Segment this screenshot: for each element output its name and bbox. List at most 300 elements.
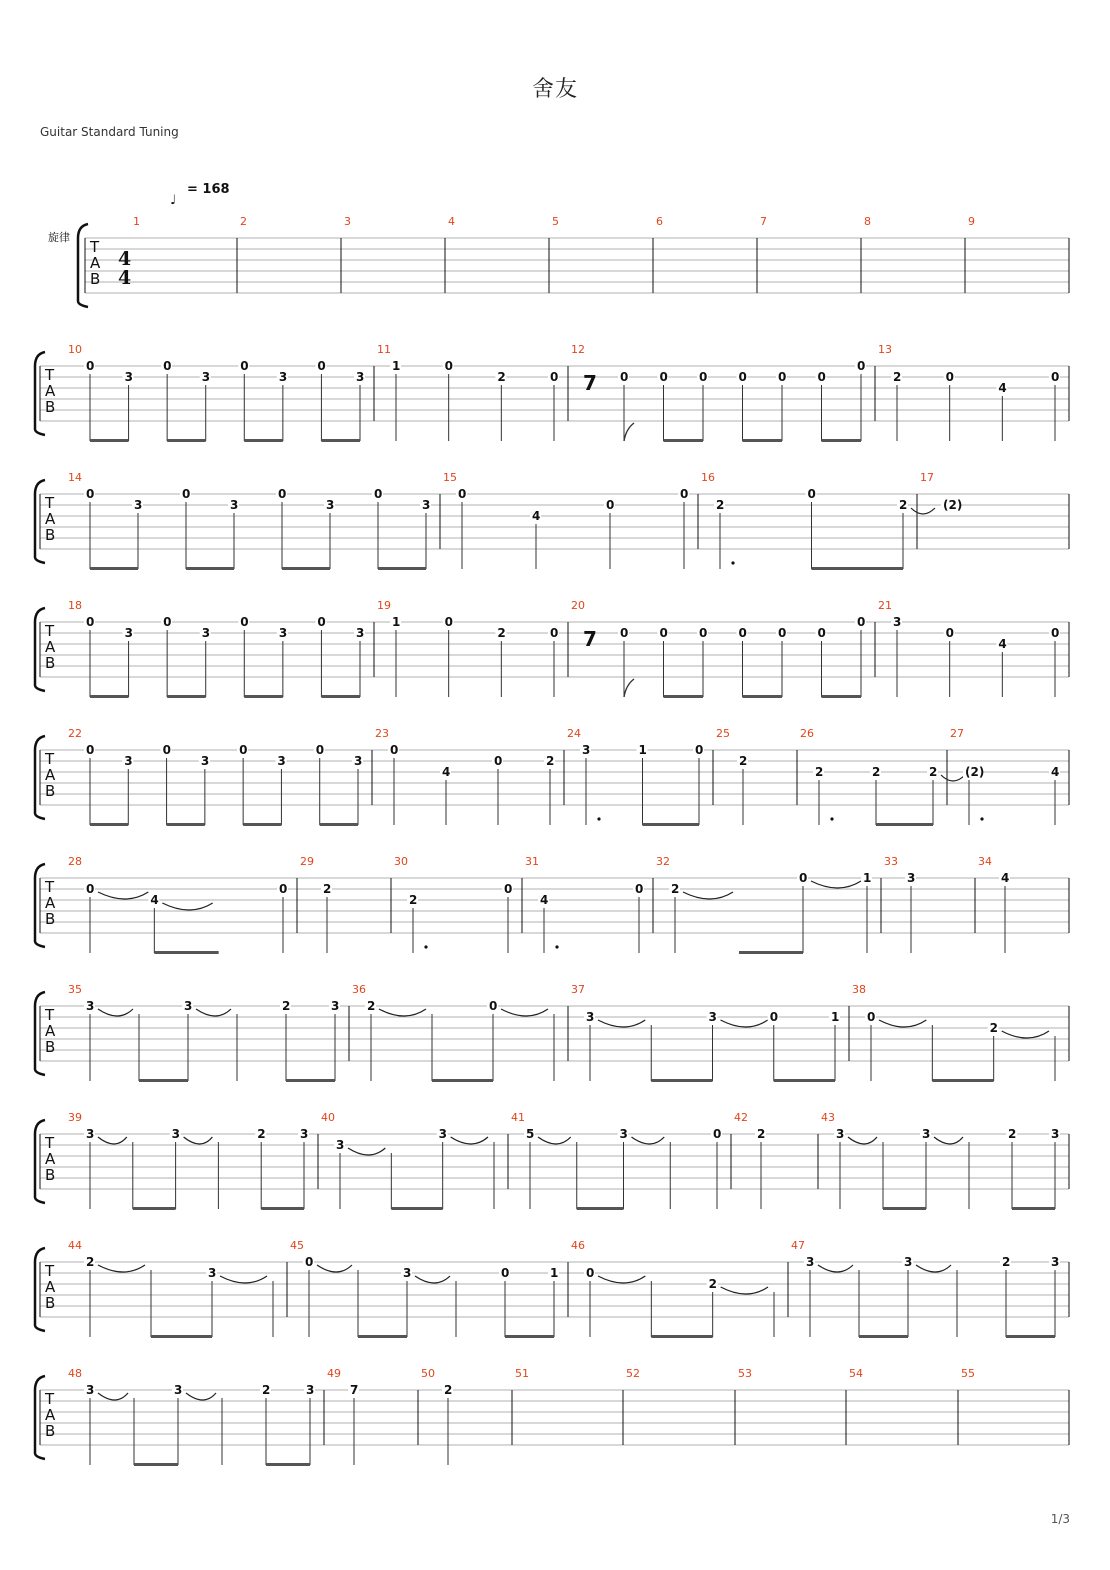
measure-number: 24 xyxy=(567,727,581,740)
measure-number: 12 xyxy=(571,343,585,356)
beam xyxy=(282,567,330,570)
fret-number: 2 xyxy=(497,626,506,640)
fret-number: 2 xyxy=(739,754,748,768)
beam xyxy=(664,439,704,442)
fret-number: 2 xyxy=(409,893,418,907)
tie-arc xyxy=(184,1137,213,1144)
beam xyxy=(90,823,128,826)
measure-number: 4 xyxy=(448,215,455,228)
measure-number: 49 xyxy=(327,1367,341,1380)
measure-number: 18 xyxy=(68,599,82,612)
fret-number: 0 xyxy=(86,359,95,373)
tab-letter: T xyxy=(45,1006,55,1024)
tab-letter: A xyxy=(45,382,56,400)
eighth-rest-icon: 7 xyxy=(583,371,597,395)
measure-number: 9 xyxy=(968,215,975,228)
beam xyxy=(577,1207,624,1210)
fret-number: 0 xyxy=(778,370,787,384)
fret-number: 2 xyxy=(671,882,680,896)
tab-letter: B xyxy=(45,1038,56,1056)
tab-letter: B xyxy=(45,1294,56,1312)
tie-arc xyxy=(916,1265,951,1272)
fret-number: 0 xyxy=(86,487,95,501)
beam xyxy=(320,823,358,826)
tie-arc xyxy=(598,1276,645,1283)
measure-number: 11 xyxy=(377,343,391,356)
tab-letter: B xyxy=(45,1422,56,1440)
fret-number: 3 xyxy=(907,871,916,885)
fret-number: 3 xyxy=(86,999,95,1013)
fret-number: 0 xyxy=(278,487,287,501)
fret-number: 0 xyxy=(620,370,629,384)
fret-number: 3 xyxy=(354,754,363,768)
tie-arc xyxy=(98,1137,127,1144)
beam xyxy=(812,567,904,570)
beam xyxy=(822,695,862,698)
fret-number: 0 xyxy=(695,743,704,757)
fret-number: 0 xyxy=(240,615,249,629)
measure-number: 43 xyxy=(821,1111,835,1124)
beam xyxy=(651,1335,712,1338)
tie-arc xyxy=(220,1276,267,1283)
fret-number: 3 xyxy=(326,498,335,512)
fret-number: 0 xyxy=(163,615,172,629)
beam xyxy=(321,695,360,698)
fret-number: 4 xyxy=(442,765,451,779)
fret-number: 3 xyxy=(300,1127,309,1141)
measure-number: 45 xyxy=(290,1239,304,1252)
tab-letter: T xyxy=(45,366,55,384)
fret-number: 2 xyxy=(546,754,555,768)
measure-number: 34 xyxy=(978,855,992,868)
beam xyxy=(133,1207,176,1210)
fret-number: 0 xyxy=(769,1010,779,1024)
eighth-flag-icon xyxy=(624,423,634,441)
fret-number: 0 xyxy=(945,370,955,384)
measure-number: 5 xyxy=(552,215,559,228)
fret-number: 3 xyxy=(124,370,133,384)
beam xyxy=(378,567,426,570)
beam xyxy=(167,695,206,698)
fret-number: 3 xyxy=(86,1127,95,1141)
fret-number: 2 xyxy=(989,1021,999,1035)
fret-number: 1 xyxy=(863,871,872,885)
fret-number: 3 xyxy=(922,1127,931,1141)
time-sig-bottom: 4 xyxy=(118,267,132,289)
measure-number: 3 xyxy=(344,215,351,228)
dot-marker xyxy=(424,945,427,948)
beam xyxy=(432,1079,493,1082)
tab-letter: A xyxy=(45,510,56,528)
tab-letter: B xyxy=(45,654,56,672)
fret-number: 4 xyxy=(540,893,549,907)
measure-number: 15 xyxy=(443,471,457,484)
fret-number: 3 xyxy=(184,999,193,1013)
measure-number: 42 xyxy=(734,1111,748,1124)
fret-number: 0 xyxy=(586,1266,595,1280)
fret-number: 1 xyxy=(831,1010,840,1024)
beam xyxy=(321,439,360,442)
measure-number: 10 xyxy=(68,343,82,356)
beam xyxy=(244,439,283,442)
beam xyxy=(134,1463,178,1466)
beam xyxy=(643,823,700,826)
fret-number: 0 xyxy=(817,626,826,640)
tie-arc xyxy=(98,1265,145,1272)
measure-number: 25 xyxy=(716,727,730,740)
fret-number: 0 xyxy=(550,626,559,640)
beam xyxy=(167,823,205,826)
fret-number: 1 xyxy=(638,743,647,757)
tab-letter: B xyxy=(45,782,56,800)
fret-number: 3 xyxy=(582,743,591,757)
beam xyxy=(876,823,933,826)
fret-number: 0 xyxy=(279,882,288,896)
tie-arc xyxy=(934,1137,963,1144)
fret-number: 2 xyxy=(86,1255,95,1269)
measure-number: 26 xyxy=(800,727,814,740)
measure-number: 32 xyxy=(656,855,670,868)
measure-number: 27 xyxy=(950,727,964,740)
tab-letter: T xyxy=(45,1262,55,1280)
beam xyxy=(1006,1335,1055,1338)
measure-number: 21 xyxy=(878,599,892,612)
beam xyxy=(154,951,218,954)
fret-number: 3 xyxy=(438,1127,448,1141)
measure-number: 29 xyxy=(300,855,314,868)
fret-number: 0 xyxy=(799,871,808,885)
measure-number: 48 xyxy=(68,1367,82,1380)
beam xyxy=(664,695,704,698)
measure-number: 35 xyxy=(68,983,82,996)
tie-arc xyxy=(186,1393,216,1400)
fret-number: 0 xyxy=(606,498,615,512)
tempo-label: = 168 xyxy=(187,182,230,197)
measure-number: 20 xyxy=(571,599,585,612)
tab-letter: T xyxy=(45,750,55,768)
dot-marker xyxy=(597,817,600,820)
beam xyxy=(167,439,206,442)
tab-letter: B xyxy=(45,526,56,544)
fret-number: 3 xyxy=(708,1010,717,1024)
beam xyxy=(743,439,783,442)
fret-number: 4 xyxy=(1051,765,1060,779)
fret-number: 3 xyxy=(904,1255,913,1269)
fret-number: 0 xyxy=(778,626,787,640)
tab-letter: B xyxy=(90,270,101,288)
measure-number: 6 xyxy=(656,215,663,228)
tab-letter: B xyxy=(45,910,56,928)
fret-number: 0 xyxy=(86,615,95,629)
tab-letter: T xyxy=(45,622,55,640)
beam xyxy=(266,1463,310,1466)
fret-number: 0 xyxy=(317,615,326,629)
tie-arc xyxy=(683,892,733,899)
instrument-label: 旋律 xyxy=(48,231,70,244)
fret-number: 0 xyxy=(240,359,249,373)
fret-number: 0 xyxy=(315,743,325,757)
fret-number: 2 xyxy=(497,370,506,384)
tab-letter: T xyxy=(45,494,55,512)
beam xyxy=(739,951,803,954)
fret-number: 3 xyxy=(201,626,211,640)
measure-number: 33 xyxy=(884,855,898,868)
fret-number: 2 xyxy=(444,1383,453,1397)
tie-arc xyxy=(538,1137,571,1144)
fret-number: 3 xyxy=(171,1127,180,1141)
fret-number: 3 xyxy=(306,1383,315,1397)
fret-number: 4 xyxy=(532,509,541,523)
fret-number: 0 xyxy=(374,487,383,501)
beam xyxy=(1012,1207,1055,1210)
beam xyxy=(186,567,234,570)
fret-number: 0 xyxy=(489,999,498,1013)
measure-number: 41 xyxy=(511,1111,525,1124)
fret-number: 0 xyxy=(699,626,708,640)
fret-number: 7 xyxy=(350,1383,359,1397)
fret-number: 0 xyxy=(817,370,826,384)
fret-number: 0 xyxy=(458,487,467,501)
measure-number: 38 xyxy=(852,983,866,996)
fret-number: 0 xyxy=(680,487,689,501)
tab-letter: A xyxy=(45,1150,56,1168)
fret-number: 4 xyxy=(150,893,159,907)
fret-number: 3 xyxy=(208,1266,217,1280)
time-sig-top: 4 xyxy=(118,248,132,270)
measure-number: 19 xyxy=(377,599,391,612)
tie-arc xyxy=(451,1137,488,1144)
fret-number: 3 xyxy=(331,999,340,1013)
tie-arc xyxy=(911,508,935,514)
fret-number: 3 xyxy=(336,1138,345,1152)
beam xyxy=(883,1207,926,1210)
fret-number: 2 xyxy=(1008,1127,1017,1141)
fret-number: 0 xyxy=(867,1010,876,1024)
fret-number: 2 xyxy=(262,1383,271,1397)
beam xyxy=(932,1079,993,1082)
fret-number: 0 xyxy=(635,882,644,896)
beam xyxy=(244,695,283,698)
tie-arc xyxy=(721,1020,768,1027)
fret-number: 2 xyxy=(815,765,824,779)
measure-number: 13 xyxy=(878,343,892,356)
system-bracket xyxy=(78,224,88,307)
fret-number: 3 xyxy=(403,1266,412,1280)
dot-marker xyxy=(555,945,558,948)
measure-number: 16 xyxy=(701,471,715,484)
tie-arc xyxy=(598,1020,645,1027)
beam xyxy=(139,1079,188,1082)
fret-number: 0 xyxy=(494,754,503,768)
measure-number: 37 xyxy=(571,983,585,996)
fret-number: 4 xyxy=(1001,871,1010,885)
measure-number: 39 xyxy=(68,1111,82,1124)
fret-number: 0 xyxy=(501,1266,510,1280)
fret-number: 0 xyxy=(857,359,866,373)
tab-letter: A xyxy=(45,1022,56,1040)
beam xyxy=(358,1335,407,1338)
measure-number: 40 xyxy=(321,1111,335,1124)
tie-arc xyxy=(941,775,965,781)
fret-number: 0 xyxy=(444,359,454,373)
tie-arc xyxy=(632,1137,665,1144)
measure-number: 28 xyxy=(68,855,82,868)
page-number: 1/3 xyxy=(1050,1512,1070,1526)
eighth-rest-icon: 7 xyxy=(583,627,597,651)
measure-number: 46 xyxy=(571,1239,585,1252)
beam xyxy=(151,1335,212,1338)
tie-arc xyxy=(348,1148,385,1155)
fret-number: (2) xyxy=(965,765,985,779)
fret-number: (2) xyxy=(943,498,963,512)
tie-arc xyxy=(848,1137,877,1144)
fret-number: 2 xyxy=(708,1277,718,1291)
tie-arc xyxy=(98,1393,128,1400)
tie-arc xyxy=(379,1009,426,1016)
fret-number: 0 xyxy=(945,626,955,640)
tempo-note-icon: ♩ xyxy=(170,193,177,208)
fret-number: 1 xyxy=(392,615,401,629)
fret-number: 3 xyxy=(893,615,902,629)
dot-marker xyxy=(830,817,833,820)
beam xyxy=(391,1207,442,1210)
fret-number: 0 xyxy=(807,487,816,501)
fret-number: 1 xyxy=(392,359,401,373)
tie-arc xyxy=(98,892,148,899)
fret-number: 0 xyxy=(317,359,326,373)
fret-number: 0 xyxy=(659,370,668,384)
fret-number: 0 xyxy=(713,1127,722,1141)
fret-number: 0 xyxy=(444,615,454,629)
fret-number: 0 xyxy=(857,615,866,629)
fret-number: 4 xyxy=(998,637,1007,651)
fret-number: 3 xyxy=(124,754,133,768)
fret-number: 3 xyxy=(1051,1127,1060,1141)
beam xyxy=(859,1335,908,1338)
measure-number: 53 xyxy=(738,1367,752,1380)
tie-arc xyxy=(721,1287,768,1294)
fret-number: 4 xyxy=(998,381,1007,395)
fret-number: 0 xyxy=(86,743,95,757)
fret-number: 5 xyxy=(526,1127,535,1141)
fret-number: 3 xyxy=(836,1127,845,1141)
fret-number: 2 xyxy=(872,765,881,779)
beam xyxy=(286,1079,335,1082)
tie-arc xyxy=(818,1265,853,1272)
measure-number: 36 xyxy=(352,983,366,996)
measure-number: 31 xyxy=(525,855,539,868)
fret-number: 0 xyxy=(239,743,248,757)
fret-number: 3 xyxy=(422,498,431,512)
fret-number: 3 xyxy=(200,754,210,768)
fret-number: 0 xyxy=(738,370,747,384)
fret-number: 2 xyxy=(257,1127,266,1141)
tab-letter: A xyxy=(45,1406,56,1424)
tuning-label: Guitar Standard Tuning xyxy=(40,125,179,139)
measure-number: 14 xyxy=(68,471,82,484)
beam xyxy=(243,823,281,826)
eighth-flag-icon xyxy=(624,679,634,697)
fret-number: 0 xyxy=(699,370,708,384)
fret-number: 3 xyxy=(278,626,288,640)
fret-number: 0 xyxy=(738,626,747,640)
tie-arc xyxy=(501,1009,548,1016)
measure-number: 55 xyxy=(961,1367,975,1380)
beam xyxy=(743,695,783,698)
fret-number: 3 xyxy=(201,370,211,384)
measure-number: 2 xyxy=(240,215,247,228)
fret-number: 3 xyxy=(230,498,239,512)
fret-number: 0 xyxy=(1051,626,1060,640)
beam xyxy=(822,439,862,442)
fret-number: 2 xyxy=(899,498,908,512)
fret-number: 0 xyxy=(659,626,668,640)
fret-number: 2 xyxy=(893,370,902,384)
fret-number: 2 xyxy=(1002,1255,1011,1269)
tab-letter: T xyxy=(45,1390,55,1408)
fret-number: 2 xyxy=(282,999,291,1013)
beam xyxy=(90,567,138,570)
fret-number: 0 xyxy=(163,359,172,373)
measure-number: 54 xyxy=(849,1367,863,1380)
tab-letter: A xyxy=(45,638,56,656)
tie-arc xyxy=(317,1265,352,1272)
fret-number: 0 xyxy=(620,626,629,640)
fret-number: 3 xyxy=(806,1255,815,1269)
fret-number: 3 xyxy=(278,370,288,384)
measure-number: 1 xyxy=(133,215,140,228)
measure-number: 52 xyxy=(626,1367,640,1380)
measure-number: 51 xyxy=(515,1367,529,1380)
measure-number: 47 xyxy=(791,1239,805,1252)
fret-number: 2 xyxy=(716,498,725,512)
beam xyxy=(90,439,129,442)
measure-number: 7 xyxy=(760,215,767,228)
tab-letter: T xyxy=(90,238,100,256)
fret-number: 3 xyxy=(134,498,143,512)
tie-arc xyxy=(162,903,212,910)
measure-number: 50 xyxy=(421,1367,435,1380)
fret-number: 0 xyxy=(182,487,191,501)
tab-letter: A xyxy=(45,894,56,912)
fret-number: 0 xyxy=(504,882,513,896)
fret-number: 2 xyxy=(757,1127,766,1141)
measure-number: 30 xyxy=(394,855,408,868)
tie-arc xyxy=(879,1020,926,1027)
fret-number: 0 xyxy=(305,1255,314,1269)
tab-letter: B xyxy=(45,1166,56,1184)
fret-number: 1 xyxy=(550,1266,559,1280)
fret-number: 2 xyxy=(929,765,938,779)
fret-number: 3 xyxy=(356,370,365,384)
tie-arc xyxy=(196,1009,231,1016)
beam xyxy=(774,1079,835,1082)
dot-marker xyxy=(980,817,983,820)
fret-number: 3 xyxy=(356,626,365,640)
measure-number: 23 xyxy=(375,727,389,740)
fret-number: 3 xyxy=(86,1383,95,1397)
tab-letter: T xyxy=(45,878,55,896)
fret-number: 0 xyxy=(162,743,171,757)
measure-number: 22 xyxy=(68,727,82,740)
tie-arc xyxy=(415,1276,450,1283)
tab-letter: A xyxy=(45,766,56,784)
tab-letter: T xyxy=(45,1134,55,1152)
beam xyxy=(261,1207,304,1210)
fret-number: 2 xyxy=(367,999,376,1013)
fret-number: 2 xyxy=(323,882,332,896)
tie-arc xyxy=(811,881,861,888)
